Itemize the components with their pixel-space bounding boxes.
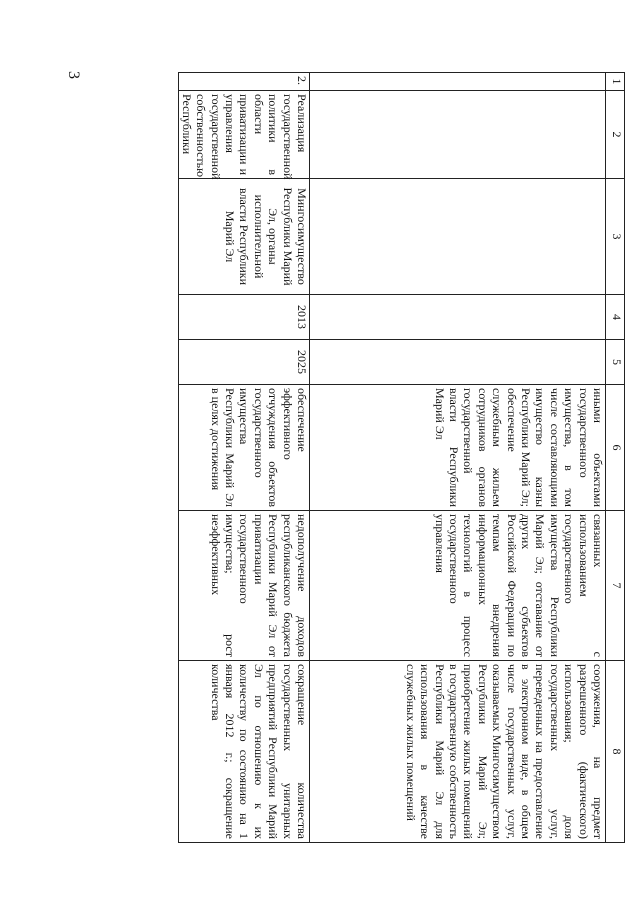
cell-consequences: связанных с использованием государственного имущества Республики Марий Эл; отставание от других субъектов Российской Федерации по темпам внедрения информационных технологий в процесс государственного управления xyxy=(310,511,606,661)
cell-expected-result: иными объектами государственного имущества, в том числе составляющими имущество казны Республики Марий Эл; обеспечение служебным жильем сотрудников органов государственной власти Республики Марий Эл xyxy=(310,385,606,511)
cell-measure-name xyxy=(310,91,606,179)
cell-consequences: недополучение доходов республиканского бюджета Республики Марий Эл от приватизации государственного имущества; рост неэффективных xyxy=(179,511,310,661)
cell-end-year: 2025 xyxy=(179,340,310,385)
program-measures-table xyxy=(178,72,625,843)
table-row xyxy=(310,73,606,843)
cell-start-year xyxy=(310,295,606,340)
table-row xyxy=(179,73,310,843)
header-col-7: 7 xyxy=(606,511,625,661)
header-col-3: 3 xyxy=(606,179,625,295)
cell-indicators: сокращение количества государственных унитарных предприятий Республики Марий Эл по отношению к их количеству по состоянию на 1 января 2012 г.; сокращение количества xyxy=(179,661,310,843)
page-number: 3 xyxy=(65,71,82,79)
rotated-table-container xyxy=(105,72,625,842)
header-col-4: 4 xyxy=(606,295,625,340)
cell-number xyxy=(310,73,606,91)
header-row xyxy=(606,73,625,843)
header-col-1: 1 xyxy=(606,73,625,91)
cell-executor xyxy=(310,179,606,295)
cell-indicators: сооружения, на предмет разрешенного (фактического) использования; доля государственных услуг, переведенных на предоставление в электронном виде, в общем числе государственных услуг, оказываемых Мингосимуществом Республики Марий Эл; приобретение жилых помещений в государственную собственность Республики Марий Эл для использования в качестве служебных жилых помещений xyxy=(310,661,606,843)
cell-start-year: 2013 xyxy=(179,295,310,340)
header-col-8: 8 xyxy=(606,661,625,843)
cell-number: 2. xyxy=(179,73,310,91)
cell-expected-result: обеспечение эффективного отчуждения объектов государственного имущества Республики Марий Эл в целях достижения xyxy=(179,385,310,511)
header-col-2: 2 xyxy=(606,91,625,179)
header-col-6: 6 xyxy=(606,385,625,511)
cell-end-year xyxy=(310,340,606,385)
cell-executor: Мингосимущество Республики Марий Эл, органы исполнительной власти Республики Марий Эл xyxy=(179,179,310,295)
cell-measure-name: Реализация государственной политики в области приватизации и управления государственной собственностью Республики xyxy=(179,91,310,179)
header-col-5: 5 xyxy=(606,340,625,385)
